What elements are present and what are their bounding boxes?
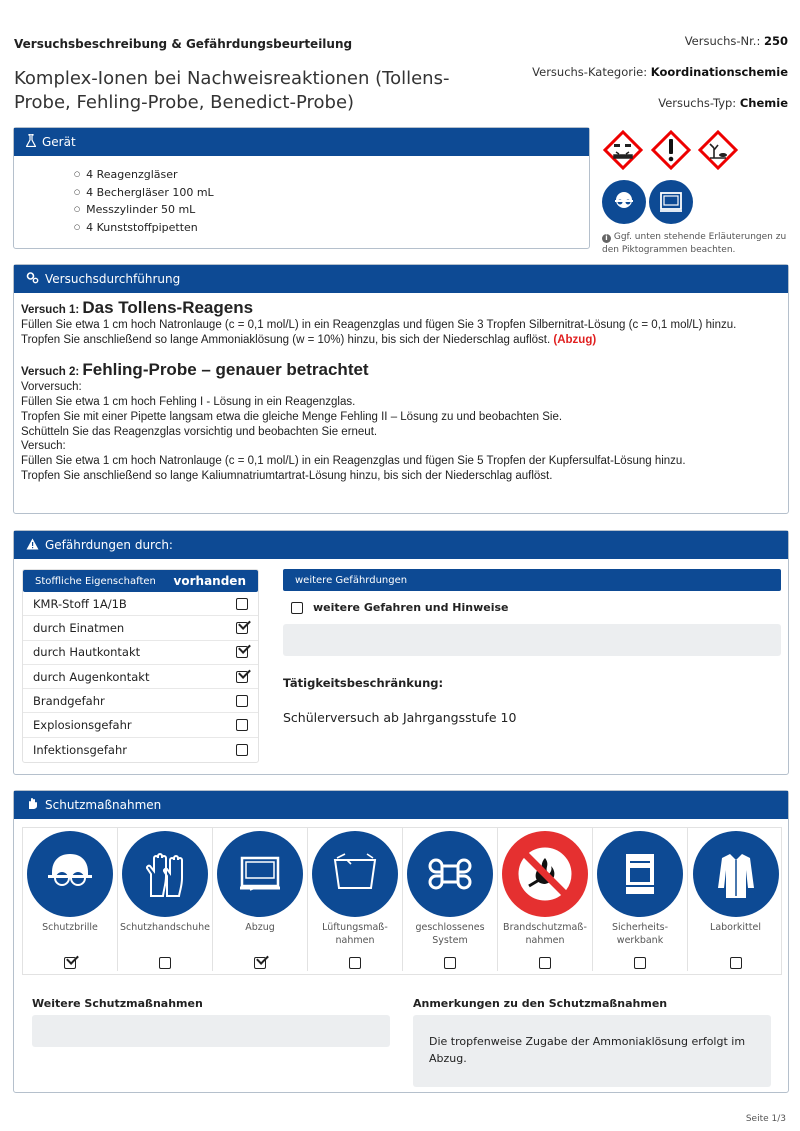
- goggles-icon: [602, 180, 646, 224]
- table-row: durch Augenkontakt: [23, 665, 258, 689]
- measure-checkbox[interactable]: [730, 957, 742, 969]
- measure-sicherheitswerkbank: Sicherheits-werkbank: [593, 828, 688, 971]
- ghs-corrosive-icon: [603, 130, 643, 170]
- ghs-exclamation-icon: [651, 130, 691, 170]
- schutz-header: Schutzmaßnahmen: [14, 791, 788, 819]
- taetigkeit-label: Tätigkeitsbeschränkung:: [283, 676, 444, 690]
- ghs-environment-icon: [698, 130, 738, 170]
- hazard-rows: [23, 592, 258, 762]
- taetigkeit-value: Schülerversuch ab Jahrgangsstufe 10: [283, 710, 517, 725]
- goggles-icon: [27, 831, 113, 917]
- warning-icon: [26, 538, 39, 553]
- document-kind: Versuchsbeschreibung & Gefährdungsbeurteilung: [14, 37, 353, 51]
- measure-checkbox[interactable]: [159, 957, 171, 969]
- measure-brandschutz: Brandschutzmaß-nahmen: [498, 828, 593, 971]
- weitere-schutz-label: Weitere Schutzmaßnahmen: [32, 997, 203, 1010]
- stoffliche-table: [22, 569, 259, 763]
- measure-abzug: Abzug: [213, 828, 308, 971]
- measure-schutzhandschuhe: Schutzhandschuhe: [118, 828, 213, 971]
- list-item: ○ 4 Kunststoffpipetten: [74, 219, 589, 237]
- safety-cabinet-icon: [597, 831, 683, 917]
- table-row: Explosionsgefahr: [23, 713, 258, 737]
- versuch-2-line: Tropfen Sie anschließend so lange Kaliumnatriumtartrat-Lösung hinzu, bis sich der Niederschlag auflöst.: [21, 469, 553, 482]
- page-number: Seite 1/3: [745, 1114, 786, 1124]
- list-item: ○ 4 Bechergläser 100 mL: [74, 184, 589, 202]
- measure-checkbox[interactable]: [634, 957, 646, 969]
- ventilation-icon: [312, 831, 398, 917]
- versuch-2-line: Versuch:: [21, 440, 66, 453]
- info-icon: i: [602, 234, 611, 243]
- measure-checkbox[interactable]: [444, 957, 456, 969]
- measure-geschlossenes-system: geschlossenes System: [403, 828, 498, 971]
- hazard-checkbox[interactable]: [236, 671, 248, 683]
- versuch-2-line: Tropfen Sie mit einer Pipette langsam etwa die gleiche Menge Fehling II – Lösung zu und beobachten Sie.: [21, 410, 563, 423]
- list-item: ○ 4 Reagenzgläser: [74, 166, 589, 184]
- gloves-icon: [122, 831, 208, 917]
- weitere-gefaehrdungen: [283, 569, 781, 725]
- anmerkungen-field[interactable]: Die tropfenweise Zugabe der Ammoniaklösung erfolgt im Abzug.: [413, 1015, 771, 1087]
- schutz-grid: [22, 827, 782, 975]
- table-row: KMR-Stoff 1A/1B: [23, 592, 258, 616]
- hazard-checkbox[interactable]: [236, 744, 248, 756]
- table-row: Infektionsgefahr: [23, 738, 258, 762]
- geraet-panel: [13, 127, 590, 249]
- versuch-2-line: Vorversuch:: [21, 381, 82, 394]
- measure-schutzbrille: Schutzbrille: [23, 828, 118, 971]
- fume-hood-icon: [217, 831, 303, 917]
- versuchs-nr: Versuchs-Nr.: 250: [684, 34, 788, 48]
- stoffliche-table-header: Stoffliche Eigenschaften vorhanden: [23, 570, 258, 592]
- versuch-1-heading: Versuch 1: Das Tollens-Reagens: [21, 298, 254, 317]
- list-item: ○ Messzylinder 50 mL: [74, 201, 589, 219]
- versuch-2-line: Füllen Sie etwa 1 cm hoch Natronlauge (c = 0,1 mol/L) in ein Reagenzglas und fügen Sie 5 Tropfen der Kupfersulfat-Lösung hinzu.: [21, 455, 686, 468]
- versuch-1-line: Tropfen Sie anschließend so lange Ammoniaklösung (w = 10%) hinzu, bis sich der Niederschlag auflöst. (Abzug): [21, 333, 597, 346]
- durchfuehrung-header: Versuchsdurchführung: [14, 265, 788, 293]
- table-row: durch Einatmen: [23, 616, 258, 640]
- flask-icon: [26, 134, 36, 150]
- geraet-list: [74, 166, 589, 236]
- versuch-2-heading: Versuch 2: Fehling-Probe – genauer betrachtet: [21, 360, 369, 380]
- abzug-note: (Abzug): [553, 333, 597, 346]
- versuch-1-line: Füllen Sie etwa 1 cm hoch Natronlauge (c = 0,1 mol/L) in ein Reagenzglas und fügen Sie 3 Tropfen Silbernitrat-Lösung (c = 0,1 mol/L) hinzu.: [21, 318, 737, 331]
- table-row: durch Hautkontakt: [23, 641, 258, 665]
- hazard-checkbox[interactable]: [236, 622, 248, 634]
- weitere-gefahren-field[interactable]: [283, 624, 781, 656]
- hazard-checkbox[interactable]: [236, 719, 248, 731]
- fume-hood-icon: [649, 180, 693, 224]
- measure-laborkittel: Laborkittel: [688, 828, 783, 971]
- lab-coat-icon: [693, 831, 779, 917]
- closed-system-icon: [407, 831, 493, 917]
- fire-protection-icon: [502, 831, 588, 917]
- versuch-2-line: Schütteln Sie das Reagenzglas vorsichtig und beobachten Sie erneut.: [21, 425, 378, 438]
- anmerkungen-label: Anmerkungen zu den Schutzmaßnahmen: [413, 997, 668, 1010]
- measure-lueftung: Lüftungsmaß-nahmen: [308, 828, 403, 971]
- hand-icon: [26, 797, 39, 813]
- durchfuehrung-body: [14, 293, 788, 490]
- hazard-checkbox[interactable]: [236, 695, 248, 707]
- measure-checkbox[interactable]: [349, 957, 361, 969]
- page-title: Komplex-Ionen bei Nachweisreaktionen (Tollens-Probe, Fehling-Probe, Benedict-Probe): [14, 68, 450, 113]
- gefaehrdungen-header: Gefährdungen durch:: [14, 531, 788, 559]
- versuchs-typ: Versuchs-Typ: Chemie: [658, 96, 788, 110]
- weitere-gefahren-checkbox[interactable]: [291, 602, 303, 614]
- versuch-2-line: Füllen Sie etwa 1 cm hoch Fehling I - Lösung in ein Reagenzglas.: [21, 395, 356, 408]
- gefaehrdungen-panel: [13, 530, 789, 775]
- versuchs-kategorie: Versuchs-Kategorie: Koordinationschemie: [532, 65, 788, 79]
- geraet-header: Gerät: [14, 128, 589, 156]
- measure-checkbox[interactable]: [539, 957, 551, 969]
- gears-icon: [26, 271, 39, 287]
- weitere-gefahren-row: weitere Gefahren und Hinweise: [291, 601, 781, 614]
- measure-checkbox[interactable]: [254, 957, 266, 969]
- hazard-checkbox[interactable]: [236, 646, 248, 658]
- table-row: Brandgefahr: [23, 689, 258, 713]
- pictogram-note: i Ggf. unten stehende Erläuterungen zu den Piktogrammen beachten.: [602, 232, 787, 255]
- hazard-checkbox[interactable]: [236, 598, 248, 610]
- weitere-schutz-field[interactable]: [32, 1015, 390, 1047]
- schutz-panel: [13, 790, 789, 1093]
- durchfuehrung-panel: [13, 264, 789, 514]
- measure-checkbox[interactable]: [64, 957, 76, 969]
- weitere-gefaehrdungen-header: weitere Gefährdungen: [283, 569, 781, 591]
